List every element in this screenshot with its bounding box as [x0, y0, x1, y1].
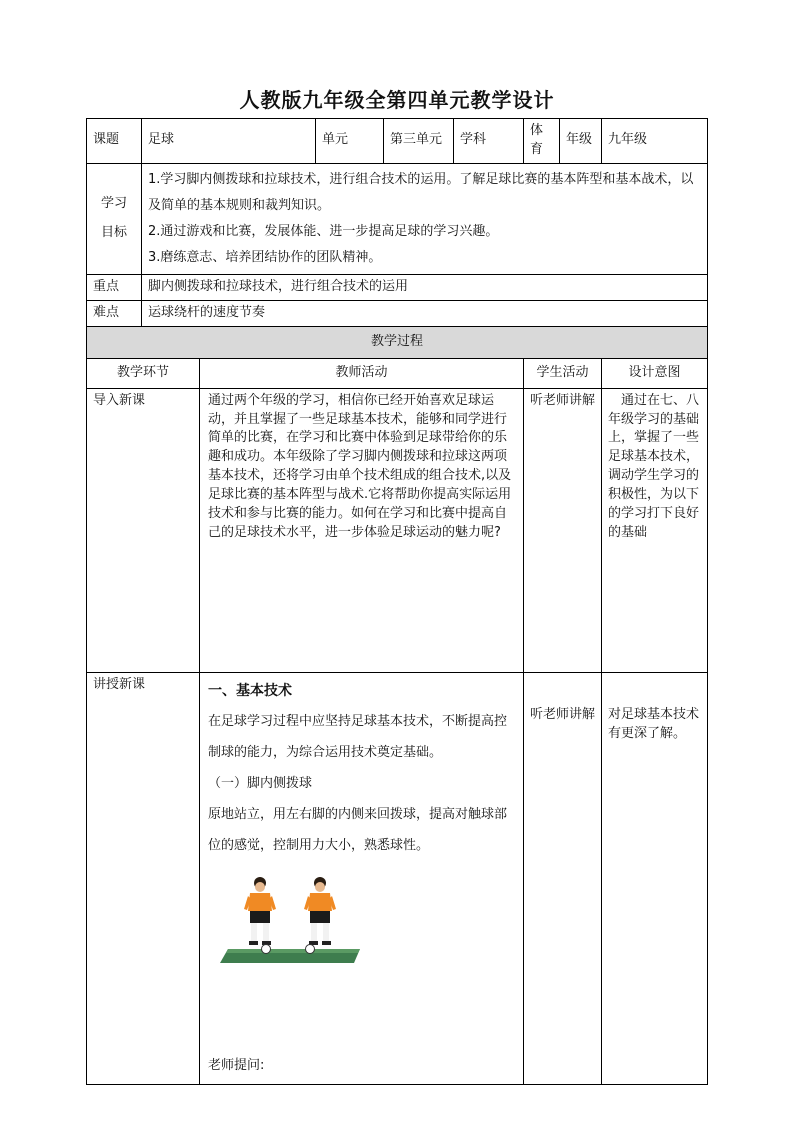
teacher-question: 老师提问:	[208, 1057, 265, 1073]
process-header-row	[87, 326, 708, 358]
process-header: 教学过程	[87, 326, 708, 358]
topic-label: 课题	[87, 119, 142, 164]
design-intent: 对足球基本技术有更深了解。	[602, 672, 708, 1084]
info-row	[87, 119, 708, 164]
topic-value: 足球	[142, 119, 316, 164]
subheading: （一）脚内侧拨球	[208, 775, 313, 791]
goals-label-line-1: 学习	[100, 195, 127, 211]
grade-label: 年级	[560, 119, 602, 164]
goal-item: 1.学习脚内侧拨球和拉球技术，进行组合技术的运用。了解足球比赛的基本阵型和基本战术，以及简单的基本规则和裁判知识。	[148, 171, 694, 213]
table-row	[87, 388, 708, 672]
column-header: 教师活动	[200, 358, 524, 388]
table-row	[87, 672, 708, 1084]
unit-label: 单元	[316, 119, 384, 164]
column-header: 教学环节	[87, 358, 200, 388]
key-point-value: 脚内侧拨球和拉球技术，进行组合技术的运用	[142, 274, 708, 300]
goals-row	[87, 163, 708, 274]
page-title: 人教版九年级全第四单元教学设计	[239, 88, 555, 112]
difficulty-label: 难点	[87, 300, 142, 326]
grade-value: 九年级	[602, 119, 708, 164]
column-header-row	[87, 358, 708, 388]
goals-content	[142, 163, 708, 274]
column-header: 设计意图	[602, 358, 708, 388]
paragraph: 原地站立，用左右脚的内侧来回拨球，提高对触球部位的感觉，控制用力大小，熟悉球性。	[208, 806, 508, 853]
subject-value: 体育	[524, 119, 560, 164]
column-header: 学生活动	[524, 358, 602, 388]
design-intent: 通过在七、八年级学习的基础上，掌握了一些足球基本技术，调动学生学习的积极性，为以下的学习打下良好的基础	[602, 388, 708, 672]
student-activity: 听老师讲解	[524, 672, 602, 1084]
goals-label	[87, 163, 142, 274]
section-heading: 一、基本技术	[208, 682, 292, 699]
goal-item: 3.磨练意志、培养团结协作的团队精神。	[148, 249, 382, 265]
unit-value: 第三单元	[384, 119, 454, 164]
key-point-label: 重点	[87, 274, 142, 300]
goals-label-line-2: 目标	[100, 224, 127, 240]
paragraph: 在足球学习过程中应坚持足球基本技术，不断提高控制球的能力，为综合运用技术奠定基础。	[208, 713, 508, 760]
teacher-activity	[200, 672, 524, 1084]
goal-item: 2.通过游戏和比赛，发展体能、进一步提高足球的学习兴趣。	[148, 223, 499, 239]
difficulty-row	[87, 300, 708, 326]
football-players-illustration	[214, 875, 364, 971]
lesson-table	[86, 118, 708, 1085]
student-activity: 听老师讲解	[524, 388, 602, 672]
stage-cell: 讲授新课	[87, 672, 200, 1084]
key-point-row	[87, 274, 708, 300]
subject-label: 学科	[454, 119, 524, 164]
difficulty-value: 运球绕杆的速度节奏	[142, 300, 708, 326]
teacher-activity: 通过两个年级的学习，相信你已经开始喜欢足球运动，并且掌握了一些足球基本技术，能够和同学进行简单的比赛，在学习和比赛中体验到足球带给你的乐趣和成功。本年级除了学习脚内侧拨球和拉球这两项基本技术，还将学习由单个技术组成的组合技术,以及足球比赛的基本阵型与战术.它将帮助你提高实际运用技术和参与比赛的能力。如何在学习和比赛中提高自己的足球技术水平，进一步体验足球运动的魅力呢?	[200, 388, 524, 672]
stage-cell: 导入新课	[87, 388, 200, 672]
